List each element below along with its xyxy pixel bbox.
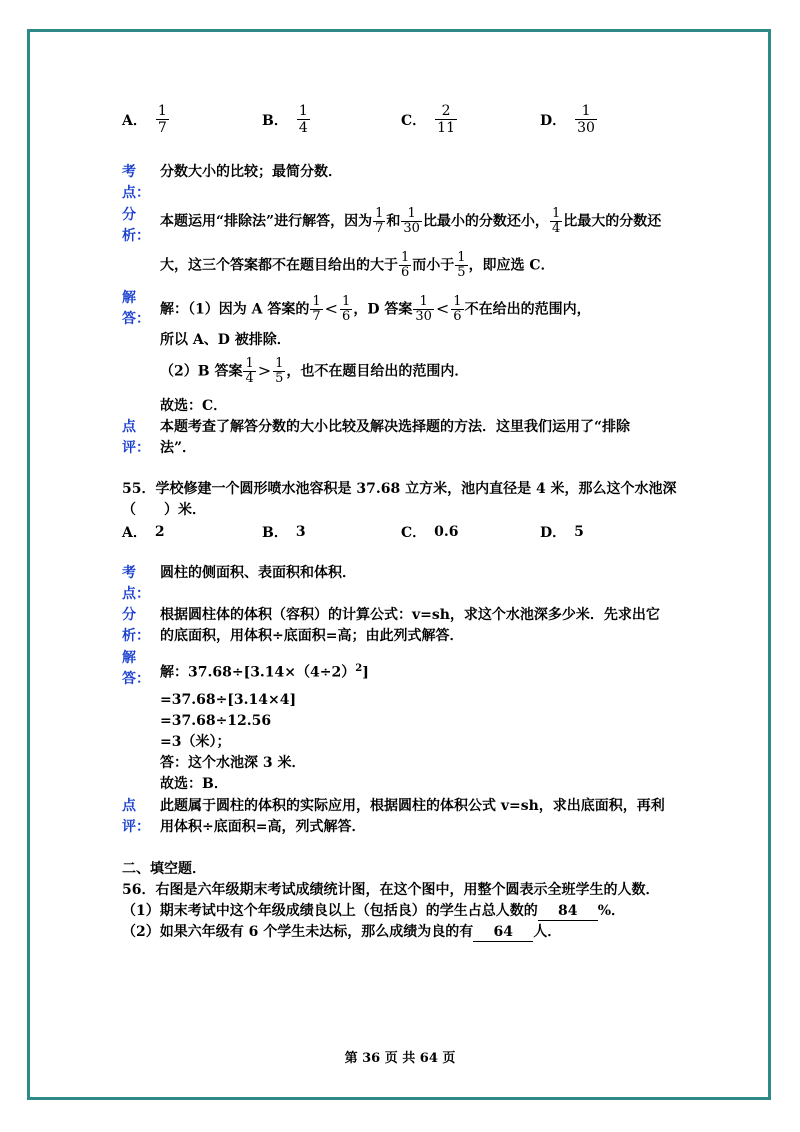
- jieda-line-1: 解：$37.68\div[3.14\times(4\div 2)^2]$: [160, 663, 369, 681]
- q56-stem: 56．右图是六年级期末考试成绩统计图，在这个图中，用整个圆表示全班学生的人数．: [122, 882, 660, 898]
- q56-part-2: （2）如果六年级有 6 个学生未达标，那么成绩为良的有 64 人．: [122, 924, 562, 940]
- dianping-label: 点: [122, 419, 136, 435]
- option-letter: C．: [401, 525, 427, 541]
- fraction: $\frac{1}{6}$: [342, 294, 351, 324]
- fenxi-label: 分: [122, 607, 136, 623]
- option-letter: C．: [401, 112, 427, 129]
- option-d[interactable]: [540, 103, 598, 136]
- kaodian-text: 分数大小的比较；最简分数．: [160, 164, 342, 180]
- fenxi-line-2: 大，这三个答案都不在题目给出的大于 $\frac{1}{6}$ 而小于 $\frac{1}{5}$ ，即应选 C．: [160, 250, 555, 280]
- fraction: $\frac{1}{30}$: [403, 206, 420, 236]
- dianping-line-1: 此题属于圆柱的体积的实际应用，根据圆柱的体积公式 v=sh，求出底面积，再利: [160, 798, 665, 814]
- jieda-line-6: 故选：B．: [160, 776, 228, 792]
- jieda-line-3: （2）B 答案 $\frac{1}{4}$ > $\frac{1}{5}$ ，也不在题目给出的范围内．: [160, 356, 469, 386]
- option-value: 5: [574, 524, 584, 540]
- fenxi-line-1: 根据圆柱体的体积（容积）的计算公式：v=sh，求这个水池深多少米．先求出它: [160, 607, 660, 623]
- kaodian-label: 考: [122, 565, 136, 581]
- dianping-line-2: 用体积÷底面积=高，列式解答．: [160, 819, 366, 835]
- option-letter: D．: [540, 525, 567, 541]
- option-letter: A．: [122, 112, 147, 129]
- kaodian-label: 考: [122, 164, 136, 180]
- fraction: $\frac{1}{6}$: [453, 294, 462, 324]
- jieda-label: 解: [122, 650, 136, 666]
- option-value: 3: [295, 524, 306, 540]
- page-number: 第 36 页 共 64 页: [344, 1051, 456, 1066]
- dianping-line-2: 法”．: [160, 440, 197, 456]
- option-d[interactable]: [540, 522, 584, 542]
- dianping-label: 评：: [122, 819, 150, 835]
- jieda-label: 解: [122, 290, 136, 306]
- fenxi-label: 析：: [122, 628, 150, 644]
- answer-blank[interactable]: 64: [473, 923, 533, 942]
- dianping-line-1: 本题考查了解答分数的大小比较及解决选择题的方法．这里我们运用了“排除: [160, 419, 631, 435]
- option-b[interactable]: [262, 522, 306, 542]
- section-heading: 二、填空题．: [122, 861, 206, 877]
- fenxi-label: 分: [122, 207, 136, 223]
- kaodian-text: 圆柱的侧面积、表面积和体积．: [160, 565, 356, 581]
- kaodian-label: 点：: [122, 586, 150, 602]
- q55-stem-line-1: 55．学校修建一个圆形喷水池容积是 37.68 立方米，池内直径是 4 米，那么这个水池深: [122, 481, 677, 497]
- option-b[interactable]: [262, 103, 311, 136]
- jieda-line-5: 答：这个水池深 3 米．: [160, 755, 306, 771]
- option-letter: D．: [540, 112, 567, 129]
- dianping-label: 点: [122, 798, 136, 814]
- option-value: 2: [154, 524, 165, 540]
- fenxi-line-1: 本题运用“排除法”进行解答，因为 $\frac{1}{7}$ 和 $\frac{1}{30}$ 比最小的分数还小， $\frac{1}{4}$ 比最大的分数还: [160, 206, 662, 236]
- fraction: $\frac{1}{30}$: [415, 294, 432, 324]
- fraction: $\frac{1}{7}$: [312, 294, 321, 324]
- jieda-line-4: =3（米）；: [160, 734, 231, 750]
- q56-part-1: （1）期末考试中这个年级成绩良以上（包括良）的学生占总人数的 84 %．: [122, 903, 626, 919]
- fenxi-line-2: 的底面积，用体积÷底面积=高；由此列式解答．: [160, 628, 464, 644]
- fenxi-label: 析：: [122, 228, 150, 244]
- jieda-line-1: 解：（1）因为 A 答案的 $\frac{1}{7}$ < $\frac{1}{6}$ ，D 答案 $\frac{1}{30}$ < $\frac{1}{6}$ 不在给出的范围内，: [160, 294, 591, 324]
- jieda-label: 答：: [122, 311, 150, 327]
- option-fraction: $\frac{1}{7}$: [157, 103, 167, 136]
- option-letter: A．: [122, 525, 147, 541]
- fraction: $\frac{1}{6}$: [401, 250, 410, 280]
- option-c[interactable]: [401, 522, 459, 542]
- kaodian-label: 点：: [122, 185, 150, 201]
- fraction: $\frac{1}{4}$: [245, 356, 254, 386]
- dianping-label: 评：: [122, 440, 150, 456]
- option-letter: B．: [262, 112, 288, 129]
- option-c[interactable]: [401, 103, 458, 136]
- option-a[interactable]: [122, 522, 165, 542]
- q55-stem-line-2: （ ）米．: [122, 502, 206, 518]
- option-value: 0.6: [434, 524, 459, 540]
- option-a[interactable]: [122, 103, 170, 136]
- fraction: $\frac{1}{5}$: [457, 250, 466, 280]
- jieda-line-4: 故选：C．: [160, 398, 228, 414]
- fraction: $\frac{1}{5}$: [275, 356, 284, 386]
- fraction: $\frac{1}{4}$: [551, 206, 561, 236]
- jieda-line-2: 所以 A、D 被排除．: [160, 332, 291, 348]
- fraction: $\frac{1}{7}$: [375, 206, 384, 236]
- option-fraction: $\frac{2}{11}$: [437, 103, 455, 136]
- jieda-line-3: =37.68÷12.56: [160, 713, 272, 729]
- option-letter: B．: [262, 525, 288, 541]
- option-fraction: $\frac{1}{30}$: [577, 103, 595, 136]
- answer-blank[interactable]: 84: [538, 902, 598, 921]
- option-fraction: $\frac{1}{4}$: [298, 103, 308, 136]
- jieda-label: 答：: [122, 671, 150, 687]
- jieda-line-2: =37.68÷[3.14×4]: [160, 692, 297, 708]
